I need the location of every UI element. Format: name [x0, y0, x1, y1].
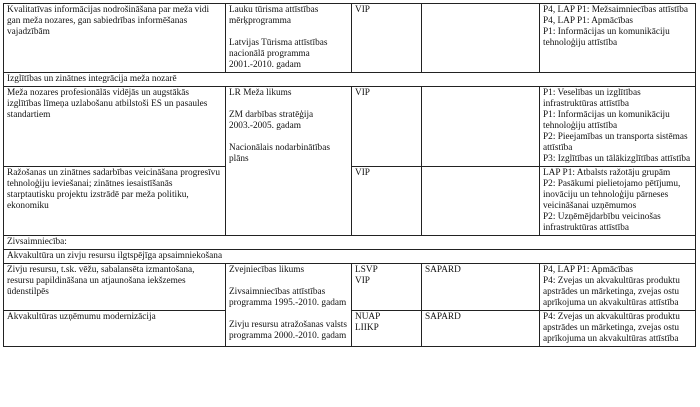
priority-text: P1: Informācijas un komunikāciju tehnoloģiju attīstība — [543, 110, 670, 131]
fund-cell — [422, 4, 540, 73]
measures-table — [3, 3, 696, 347]
section-heading: Izglītības un zinātnes integrācija meža nozarē — [4, 73, 696, 87]
source-cell — [352, 311, 422, 347]
document-text: LR Meža likums — [229, 88, 292, 98]
source-cell: VIP — [352, 167, 422, 236]
priority-text: P2: Uzņēmējdarbību veicinošas infrastruktūras attīstība — [543, 212, 661, 233]
fund-cell — [422, 87, 540, 167]
document-text: Zvejniecības likums — [229, 265, 305, 275]
table-row — [4, 87, 696, 167]
section-heading: Akvakultūra un zivju resursu ilgtspējīga apsaimniekošana — [4, 250, 696, 264]
source-text: VIP — [355, 276, 370, 286]
priority-text: LAP P1: Atbalsts ražotāju grupām — [543, 168, 671, 178]
goal-cell: Ražošanas un zinātnes sadarbības veicināšana progresīvu tehnoloģiju ieviešanai; zinātnes iesaistīšanās starptautisku projektu izstrādē par meža politiku, ekonomiku — [4, 167, 226, 236]
document-text: Lauku tūrisma attīstības mērķprogramma — [229, 5, 319, 26]
goal-cell: Zivju resursu, t.sk. vēžu, sabalansēta izmantošana, resursu papildināšana un atjaunošana iekšzemes ūdenstilpēs — [4, 264, 226, 311]
documents-cell — [226, 4, 352, 73]
fund-cell: SAPARD — [422, 311, 540, 347]
table-row — [4, 264, 696, 311]
priorities-cell — [540, 311, 696, 347]
priority-text: P1: Veselības un izglītības infrastruktūras attīstība — [543, 88, 641, 109]
priority-text: P1: Informācijas un komunikāciju tehnoloģiju attīstība — [543, 27, 670, 48]
documents-cell — [226, 87, 352, 236]
section-heading: Zivsaimniecība: — [4, 236, 696, 250]
document-text: Latvijas Tūrisma attīstības nacionālā programma 2001.-2010. gadam — [229, 38, 328, 70]
priority-text: P2: Pieejamības un transporta sistēmas attīstība — [543, 132, 688, 153]
document-text: Nacionālais nodarbinātības plāns — [229, 143, 330, 164]
source-cell — [352, 264, 422, 311]
source-cell: VIP — [352, 87, 422, 167]
priorities-cell — [540, 167, 696, 236]
goal-cell: Meža nozares profesionālās vidējās un augstākās izglītības līmeņa uzlabošanu atbilstoši ES un pasaules standartiem — [4, 87, 226, 167]
source-text: LIIKP — [355, 323, 379, 333]
priority-text: P4: Zvejas un akvakultūras produktu apstrādes un mārketinga, zvejas ostu aprīkojuma un akvakultūras attīstība — [543, 312, 680, 344]
fund-cell: SAPARD — [422, 264, 540, 311]
priority-text: P4, LAP P1: Apmācības — [543, 16, 634, 26]
source-text: NUAP — [355, 312, 381, 322]
priority-text: P4, LAP P1: Apmācības — [543, 265, 634, 275]
document-text: Zivju resursu atražošanas valsts programma 2000.-2010. gadam — [229, 320, 347, 341]
priorities-cell — [540, 87, 696, 167]
source-cell: VIP — [352, 4, 422, 73]
documents-cell — [226, 264, 352, 347]
document-text: Zivsaimniecības attīstības programma 1995.-2010. gadam — [229, 287, 347, 308]
source-text: LSVP — [355, 265, 378, 275]
priority-text: P4, LAP P1: Mežsaimniecības attīstība — [543, 5, 689, 15]
goal-cell: Akvakultūras uzņēmumu modernizācija — [4, 311, 226, 347]
section-row — [4, 73, 696, 87]
priority-text: P4: Zvejas un akvakultūras produktu apstrādes un mārketinga, zvejas ostu aprīkojuma un akvakultūras attīstība — [543, 276, 680, 308]
priority-text: P2: Pasākumi pielietojamo pētījumu, inovāciju un tehnoloģiju pārneses veicināšanai uzņēmumos — [543, 179, 681, 211]
priorities-cell — [540, 264, 696, 311]
priorities-cell — [540, 4, 696, 73]
document-text: ZM darbības stratēģija 2003.-2005. gadam — [229, 110, 314, 131]
fund-cell — [422, 167, 540, 236]
priority-text: P3: Izglītības un tālākizglītības attīstība — [543, 154, 691, 164]
goal-cell: Kvalitatīvas informācijas nodrošināšana par meža vidi gan meža nozares, gan sabiedrības informēšanas vajadzībām — [4, 4, 226, 73]
table-row — [4, 4, 696, 73]
section-row — [4, 250, 696, 264]
section-row — [4, 236, 696, 250]
